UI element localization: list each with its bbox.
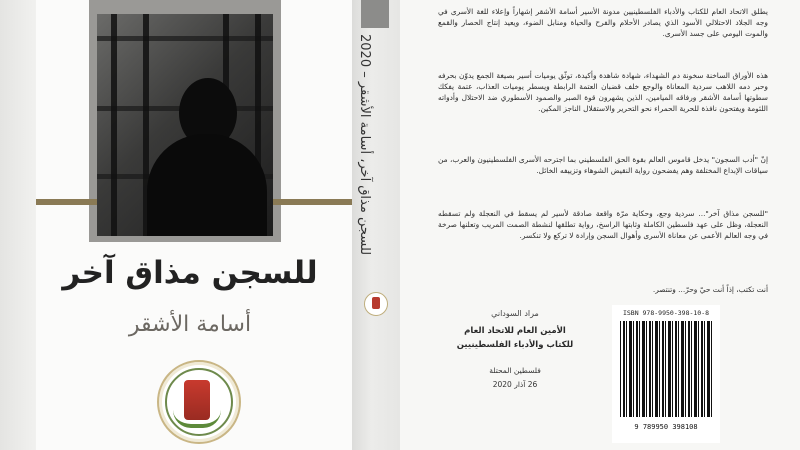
back-paragraph-1: يطلق الاتحاد العام للكتاب والأدباء الفلسطينيين مدونة الأسير أسامة الأشقر إشهاراً وإعلاء للغة الأسرى في وجه الجلاد الاحتلالي الأسود الذي يصادر الأحلام والفرح والحياة ومنابل الضوء، ويعيد إنتاج الحصار والقمع والموت اليومي على جسد الأسرى.	[438, 7, 768, 38]
back-signoff: أنت تكتب، إذاً أنت حيّ وحرّ... وتنتصر.	[652, 285, 768, 294]
place-line: فلسطين المحتلة	[489, 366, 541, 375]
barcode-bars	[620, 321, 712, 417]
date-line: 26 آذار 2020	[492, 380, 538, 389]
back-paragraph-3: إنّ "أدب السجون" يدخل قاموس العالم بقوة الحق الفلسطيني بما اجترحه الأسرى الفلسطينيون والعرب، من سياقات الإبداع المختلفة وهم يفضحون رواية النقيض الشوهاء وتزييفه الخائل.	[438, 155, 768, 175]
accent-bar-right	[273, 199, 352, 205]
book-author: أسامة الأشقر	[128, 312, 252, 337]
union-seal-logo	[157, 360, 241, 444]
cover-edge	[0, 0, 36, 450]
barcode-number: 9 789950 398108	[634, 423, 698, 431]
prisoner-silhouette-photo	[97, 14, 273, 236]
isbn-label: ISBN 978-9950-398-10-8	[622, 309, 710, 317]
back-paragraph-2: هذه الأوراق الساخنة سخونة دم الشهداء، شهادة شاهدة وأكيدة، توثّق يوميات أسير بصيغة الجمع يدوّن بحرفه وحبر دمه اللاهب سردية المعاناة والوجع خلف قضبان العتمة الرابطة ويسطر يوميات العذاب، عتمة يفكك سطوتها أسامة الأشقر ورفاقه الميامين، الذين يشهرون قوة الصبر والصمود الأسطوري ضد الاحتلال وأدواته اللئومة ويفتحون نافذة للحرية الحمراء نحو التحرير والاستقلال الناجز المكين.	[438, 71, 768, 113]
spine-title-text: للسجن مذاق آخر، أسامة الأشقر – 2020	[357, 34, 372, 256]
signer-name: مراد السوداني	[491, 309, 539, 318]
accent-bar-left	[36, 199, 97, 205]
signer-role-line-1: الأمين العام للاتحاد العام	[464, 326, 566, 336]
signer-role-line-2: للكتاب والأدباء الفلسطينيين	[456, 340, 574, 350]
spine-top-block	[361, 0, 389, 28]
isbn-barcode	[612, 305, 720, 443]
back-paragraph-4: "للسجن مذاق آخر"... سردية وجع، وحكاية مرّة واقعة صادقة لأسير لم يسقط في النعجلة ولم تسقطه النعجلة، وظل على عهد فلسطين الكاملة وثابتها الراسخ، رواية تطلقها لنشطة الصمت المريب وتعلنها صرخة في وجه العالم الأعمى عن معاناة الأسرى وأهوال السجن وإرادة لا تركع ولا تنكسر.	[438, 209, 768, 240]
book-title: للسجن مذاق آخر	[62, 255, 318, 291]
spine-logo-icon	[364, 292, 388, 316]
